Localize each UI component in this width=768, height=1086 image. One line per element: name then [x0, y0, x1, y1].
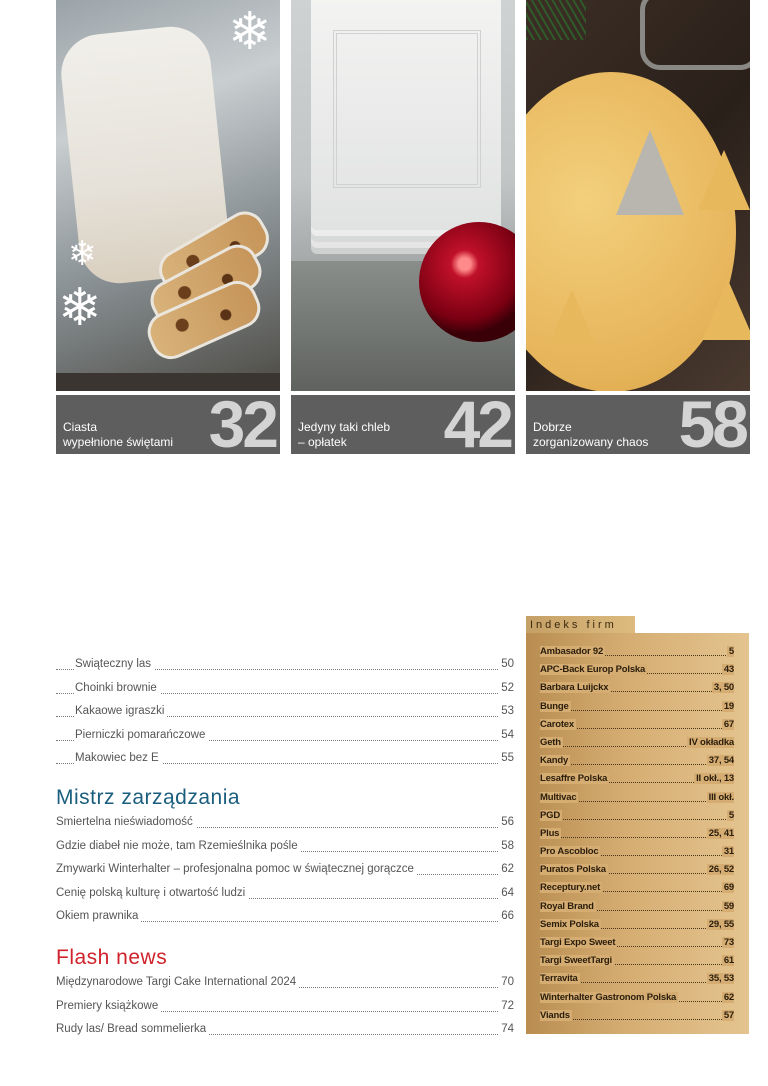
snowflake-icon: ❄: [228, 3, 272, 61]
section-heading-mistrz: Mistrz zarządzania: [56, 786, 241, 809]
toc-title: Okiem prawnika: [56, 910, 141, 922]
toc-page: 62: [498, 863, 514, 875]
feature-chaos[interactable]: [526, 0, 750, 454]
toc-entry[interactable]: [56, 752, 514, 776]
feature-oplatek[interactable]: [291, 0, 515, 454]
feature-title: [298, 420, 390, 450]
company-name: Winterhalter Gastronom Polska: [540, 991, 677, 1003]
toc-page: 66: [498, 910, 514, 922]
toc-title: Zmywarki Winterhalter – profesjonalna pomoc w świątecznej gorączce: [56, 863, 417, 875]
index-entry[interactable]: [540, 955, 734, 973]
company-name: Barbara Luijckx: [540, 682, 609, 694]
toc-page: 74: [498, 1023, 514, 1035]
feature-page-number: 32: [208, 395, 276, 454]
index-entry[interactable]: [540, 719, 734, 737]
index-heading: Indeks firm: [526, 616, 635, 634]
tree-cookie: [702, 280, 750, 340]
toc-title: Makowiec bez E: [75, 752, 162, 764]
feature-title-line: – opłatek: [298, 435, 347, 449]
toc-page: 53: [498, 705, 514, 717]
company-name: Royal Brand: [540, 900, 594, 912]
index-entry[interactable]: [540, 882, 734, 900]
feature-page-number: 58: [678, 395, 746, 454]
toc-page: 50: [498, 658, 514, 670]
company-page: 69: [723, 882, 734, 894]
tree-cookie: [546, 290, 598, 350]
index-entry[interactable]: [540, 810, 734, 828]
toc-entry[interactable]: [56, 729, 514, 753]
toc-title: Rudy las/ Bread sommelierka: [56, 1023, 209, 1035]
index-entry[interactable]: [540, 864, 734, 882]
baking-tray: [56, 373, 280, 391]
feature-caption: [291, 395, 515, 454]
toc-entry[interactable]: [56, 1000, 514, 1024]
cookie-cutter-outline: [640, 0, 750, 70]
toc-title: Cenię polską kulturę i otwartość ludzi: [56, 887, 248, 899]
index-entry[interactable]: [540, 1010, 734, 1028]
recipes-list: [56, 658, 514, 776]
toc-title: Gdzie diabeł nie może, tam Rzemieślnika pośle: [56, 840, 301, 852]
company-name: Multivac: [540, 791, 577, 803]
feature-title: [533, 420, 648, 450]
company-page: 31: [723, 846, 734, 858]
feature-title-line: zorganizowany chaos: [533, 435, 649, 449]
company-index: [526, 633, 749, 1034]
toc-title: Choinki brownie: [75, 682, 160, 694]
company-page: 5: [728, 646, 734, 657]
company-page: III okł.: [708, 791, 734, 803]
feature-caption: [56, 395, 280, 454]
christmas-wafer-photo: [291, 0, 515, 391]
company-name: Viands: [540, 1009, 570, 1021]
company-name: Lesaffre Polska: [540, 773, 608, 785]
feature-page-number: 42: [443, 395, 511, 454]
index-entry[interactable]: [540, 901, 734, 919]
company-name: Pro Ascobloc: [540, 846, 599, 858]
toc-page: 72: [498, 1000, 514, 1012]
company-page: 62: [723, 991, 734, 1003]
toc-entry[interactable]: [56, 682, 514, 706]
feature-title-line: wypełnione świętami: [63, 435, 174, 449]
company-name: Plus: [540, 827, 560, 839]
toc-title: Premiery książkowe: [56, 1000, 161, 1012]
index-entry[interactable]: [540, 737, 734, 755]
stollen-photo: [56, 0, 280, 391]
company-name: Carotex: [540, 718, 574, 730]
index-entry[interactable]: [540, 646, 734, 664]
toc-entry[interactable]: [56, 1023, 514, 1047]
company-name: Puratos Polska: [540, 864, 606, 876]
company-page: 5: [728, 809, 734, 821]
toc-page: 56: [498, 816, 514, 828]
index-entry[interactable]: [540, 664, 734, 682]
flash-list: [56, 976, 514, 1047]
company-page: 59: [723, 900, 734, 912]
toc-entry[interactable]: [56, 658, 514, 682]
index-entry[interactable]: [540, 701, 734, 719]
company-name: APC-Back Europ Polska: [540, 664, 646, 676]
company-name: Semix Polska: [540, 918, 599, 930]
company-name: Targi Expo Sweet: [540, 937, 616, 948]
company-name: Bunge: [540, 700, 569, 712]
feature-caption: [526, 395, 750, 454]
toc-page: 58: [498, 840, 514, 852]
mistrz-list: [56, 816, 514, 934]
toc-title: Kakaowe igraszki: [75, 705, 167, 717]
toc-title: Świąteczny las: [75, 658, 154, 670]
index-entry[interactable]: [540, 755, 734, 773]
wafer-stack: [311, 0, 501, 230]
company-page: 25, 41: [708, 827, 734, 839]
company-name: Receptury.net: [540, 882, 601, 894]
feature-title-line: Dobrze: [533, 420, 572, 434]
tree-cookie: [698, 150, 750, 210]
toc-entry[interactable]: [56, 887, 514, 911]
index-entry[interactable]: [540, 828, 734, 846]
company-name: Ambasador 92: [540, 646, 604, 657]
leader-dots: [540, 837, 734, 838]
company-page: 43: [723, 664, 734, 676]
company-page: 57: [723, 1009, 734, 1021]
company-page: 61: [723, 955, 734, 967]
toc-entry[interactable]: [56, 910, 514, 934]
index-entry[interactable]: [540, 992, 734, 1010]
section-heading-flash: Flash news: [56, 946, 168, 969]
toc-page: 70: [498, 976, 514, 988]
feature-stollen[interactable]: [56, 0, 280, 454]
toc-entry[interactable]: [56, 816, 514, 840]
company-page: 3, 50: [713, 682, 734, 694]
tree-cookie-cutter: [616, 130, 684, 215]
company-page: 67: [723, 718, 734, 730]
toc-entry[interactable]: [56, 863, 514, 887]
company-page: 35, 53: [708, 973, 734, 985]
toc-entry[interactable]: [56, 840, 514, 864]
index-entry[interactable]: [540, 919, 734, 937]
feature-title-line: Jedyny taki chleb: [298, 420, 391, 434]
company-page: 19: [723, 700, 734, 712]
spruce-branch: [526, 0, 586, 40]
toc-page: 64: [498, 887, 514, 899]
toc-title: Pierniczki pomarańczowe: [75, 729, 208, 741]
feature-title-line: Ciasta: [63, 420, 98, 434]
index-entry[interactable]: [540, 846, 734, 864]
company-page: 26, 52: [708, 864, 734, 876]
toc-entry[interactable]: [56, 976, 514, 1000]
toc-page: 52: [498, 682, 514, 694]
company-page: IV okładka: [689, 736, 734, 748]
leader-dots: [540, 819, 734, 820]
index-entry[interactable]: [540, 682, 734, 700]
index-entry[interactable]: [540, 937, 734, 955]
company-name: Targi SweetTargi: [540, 955, 612, 967]
toc-page: 55: [498, 752, 514, 764]
index-entry[interactable]: [540, 973, 734, 991]
toc-title: Śmiertelna nieświadomość: [56, 816, 196, 828]
snowflake-icon: ❄: [68, 235, 97, 273]
company-page: 73: [723, 937, 734, 948]
index-entry[interactable]: [540, 792, 734, 810]
company-name: Terravita: [540, 973, 578, 985]
toc-entry[interactable]: [56, 705, 514, 729]
toc-page: 54: [498, 729, 514, 741]
company-page: II okł., 13: [696, 773, 734, 785]
company-page: 37, 54: [708, 755, 734, 767]
toc-title: Międzynarodowe Targi Cake International 2024: [56, 976, 299, 988]
feature-title: [63, 420, 173, 450]
company-name: PGD: [540, 809, 560, 821]
company-name: Geth: [540, 736, 561, 748]
index-entry[interactable]: [540, 773, 734, 791]
christmas-cookies-photo: [526, 0, 750, 391]
snowflake-icon: ❄: [58, 279, 102, 337]
company-name: Kandy: [540, 755, 569, 767]
company-page: 29, 55: [708, 918, 734, 930]
